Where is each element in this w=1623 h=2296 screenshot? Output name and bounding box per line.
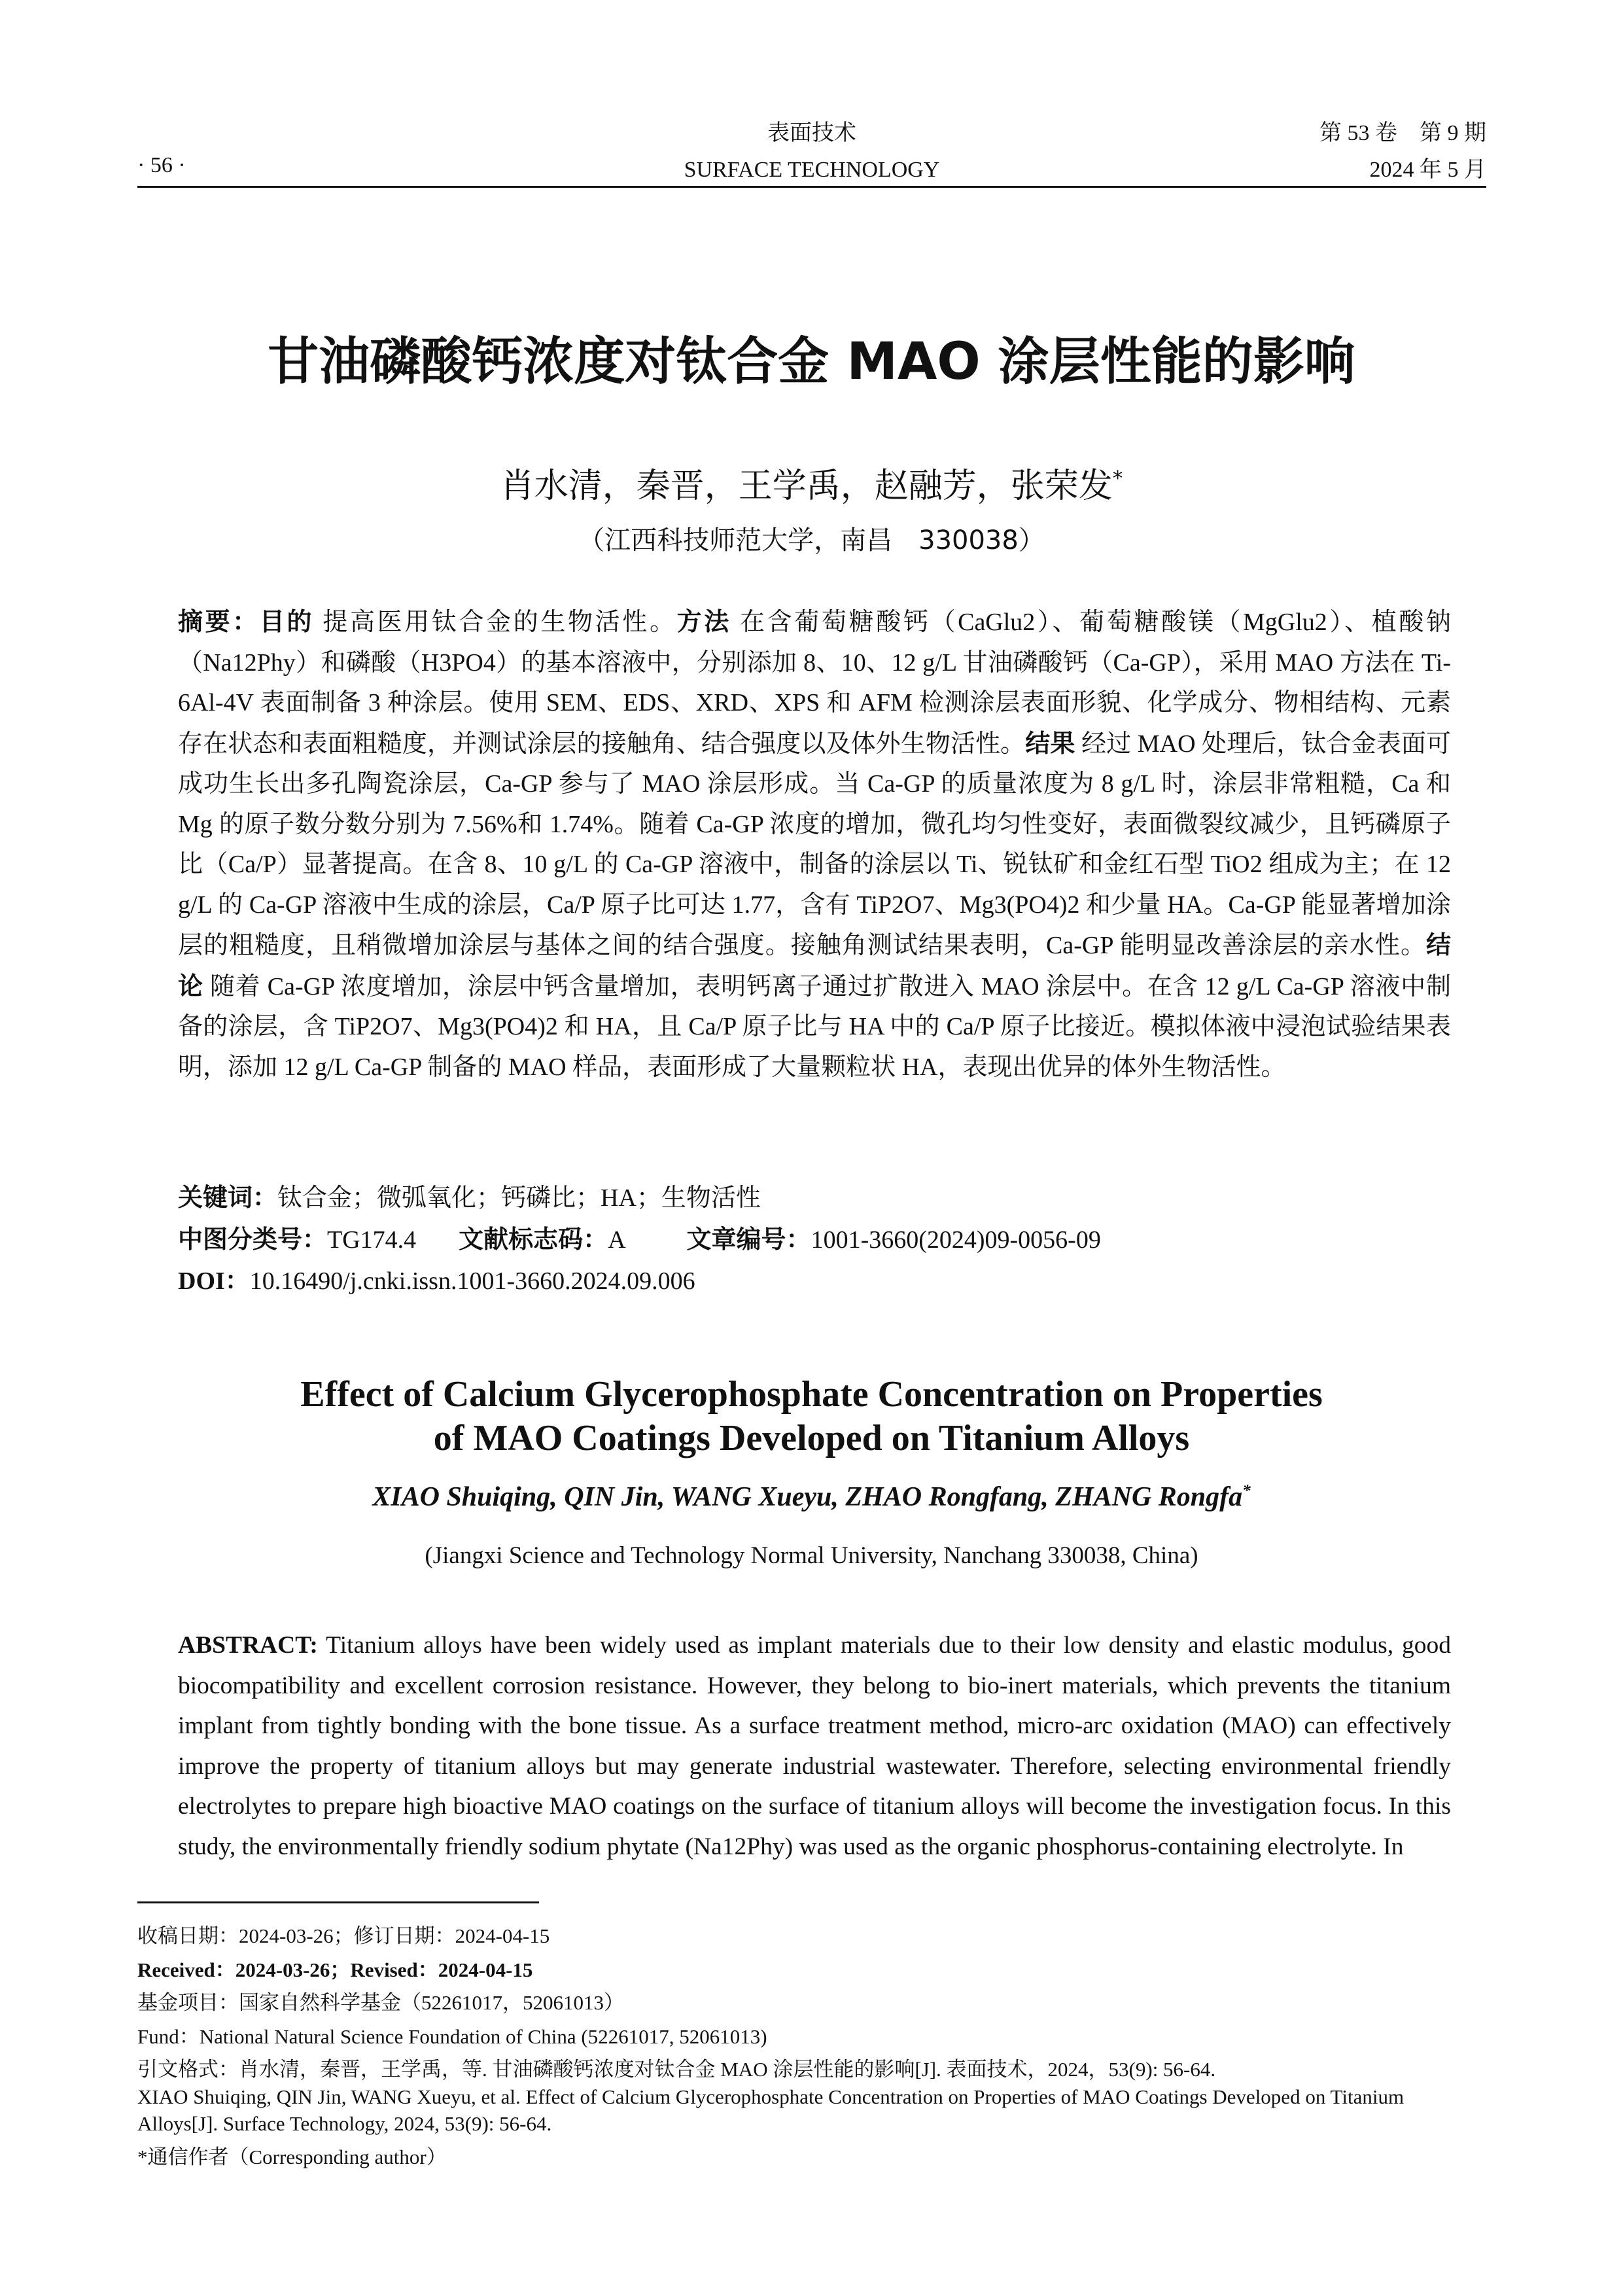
corresponding-mark: * — [1112, 467, 1123, 491]
doi-label: DOI： — [178, 1267, 250, 1295]
page-number: · 56 · — [137, 153, 186, 177]
classification-line — [178, 1220, 1451, 1260]
journal-name-cn: 表面技术 — [767, 121, 856, 145]
corresponding-mark-en: * — [1242, 1482, 1251, 1500]
abstract-cn-label: 摘要： — [178, 607, 260, 636]
method-text: 在含葡萄糖酸钙（CaGlu2）、葡萄糖酸镁（MgGlu2）、植酸钠（Na12Phy）和磷酸（H3PO4）的基本溶液中，分别添加 8、10、12 g/L 甘油磷酸钙（Ca-GP），采用 MAO 方法在 Ti-6Al-4V 表面制备 3 种涂层。使用 SEM、EDS、XRD、XPS 和 AFM 检测涂层表面形貌、化学成分、物相结构、元素存在状态和表面粗糙度，并测试涂层的接触角、结合强度以及体外生物活性。 — [178, 609, 1451, 758]
clc-label: 中图分类号： — [178, 1225, 328, 1254]
received-en: Received：2024-03-26；Revised：2024-04-15 — [137, 1958, 533, 1981]
issue-date: 2024 年 5 月 — [1369, 158, 1486, 182]
title-en-line2: of MAO Coatings Developed on Titanium Alloys — [433, 1418, 1190, 1458]
title-cn: 甘油磷酸钙浓度对钛合金 MAO 涂层性能的影响 — [268, 332, 1355, 391]
conclusion-text: 随着 Ca-GP 浓度增加，涂层中钙含量增加，表明钙离子通过扩散进入 MAO 涂层中。在含 12 g/L Ca-GP 溶液中制备的涂层，含 TiP2O7、Mg3(PO4)2 和 HA，且 Ca/P 原子比与 HA 中的 Ca/P 原子比接近。模拟体液中浸泡试验结果表明，添加 12 g/L Ca-GP 制备的 MAO 样品，表面形成了大量颗粒状 HA，表现出优异的体外生物活性。 — [178, 972, 1451, 1081]
received-cn: 收稿日期：2024-03-26；修订日期：2024-04-15 — [137, 1924, 550, 1947]
affiliation-en: (Jiangxi Science and Technology Normal University, Nanchang 330038, China) — [425, 1542, 1198, 1569]
doc-code-value: A — [608, 1226, 625, 1254]
fund-cn: 基金项目：国家自然科学基金（52261017，52061013） — [137, 1991, 624, 2014]
citation-cn: 引文格式：肖水清，秦晋，王学禹，等. 甘油磷酸钙浓度对钛合金 MAO 涂层性能的影响[J]. 表面技术，2024，53(9): 56-64. — [137, 2058, 1216, 2081]
conclusion-label: 结论 — [178, 930, 1451, 1000]
authors-cn — [0, 458, 1623, 507]
authors-en — [0, 1481, 1623, 1513]
fund-en: Fund：National Natural Science Foundation of China (52261017, 52061013) — [137, 2025, 767, 2048]
keywords-value: 钛合金；微弧氧化；钙磷比；HA；生物活性 — [277, 1184, 761, 1212]
volume-issue: 第 53 卷 第 9 期 — [1319, 121, 1486, 145]
title-en-line1: Effect of Calcium Glycerophosphate Concentration on Properties — [300, 1374, 1323, 1415]
method-label: 方法 — [676, 607, 731, 636]
journal-name — [137, 115, 1486, 188]
objective-text: 提高医用钛合金的生物活性。 — [323, 609, 677, 636]
running-header — [137, 113, 1486, 185]
abstract-cn — [178, 602, 1451, 1087]
header-rule — [137, 186, 1486, 188]
abstract-en-text: Titanium alloys have been widely used as implant materials due to their low density and elastic modulus, good biocompatibility and excellent corrosion resistance. However, they belong to bio-inert materials, which prevents the titanium implant from tightly bonding with the bone tissue. As a surface treatment method, micro-arc oxidation (MAO) can effectively improve the property of titanium alloys but may generate industrial wastewater. Therefore, selecting environmental friendly electrolytes to prepare high bioactive MAO coatings on the surface of titanium alloys will become the investigation focus. In this study, the environmentally friendly sodium phytate (Na12Phy) was used as the organic phosphorus-containing electrolyte. In — [178, 1632, 1451, 1860]
keywords-cn — [178, 1178, 1451, 1218]
abstract-en — [178, 1625, 1451, 1867]
clc-value: TG174.4 — [327, 1226, 417, 1254]
title-en — [0, 1373, 1623, 1460]
results-label: 结果 — [1025, 728, 1075, 758]
doi-line — [178, 1262, 1451, 1301]
affiliation-cn: （江西科技师范大学，南昌 330038） — [578, 525, 1045, 556]
doi-value: 10.16490/j.cnki.issn.1001-3660.2024.09.006 — [249, 1267, 695, 1295]
corresponding-author: *通信作者（Corresponding author） — [137, 2146, 447, 2168]
authors-cn-names: 肖水清，秦晋，王学禹，赵融芳，张荣发 — [500, 467, 1113, 506]
article-number-value: 1001-3660(2024)09-0056-09 — [811, 1226, 1101, 1254]
objective-label: 目的 — [259, 607, 315, 636]
abstract-en-label: ABSTRACT: — [178, 1632, 318, 1659]
keywords-label: 关键词： — [178, 1183, 278, 1212]
article-number-label: 文章编号： — [686, 1225, 811, 1254]
citation-en: XIAO Shuiqing, QIN Jin, WANG Xueyu, et al. Effect of Calcium Glycerophosphate Concentration on Properties of MAO Coatings Developed on Titanium Alloys[J]. Surface Technology, 2024, 53(9): 56-64. — [137, 2085, 1405, 2135]
doc-code-label: 文献标志码： — [459, 1225, 608, 1254]
issue-info — [1319, 115, 1486, 188]
results-text: 经过 MAO 处理后，钛合金表面可成功生长出多孔陶瓷涂层，Ca-GP 参与了 MAO 涂层形成。当 Ca-GP 的质量浓度为 8 g/L 时，涂层非常粗糙，Ca 和 Mg 的原子数分数分别为 7.56%和 1.74%。随着 Ca-GP 浓度的增加，微孔均匀性变好，表面微裂纹减少，且钙磷原子比（Ca/P）显著提高。在含 8、10 g/L 的 Ca-GP 溶液中，制备的涂层以 Ti、锐钛矿和金红石型 TiO2 组成为主；在 12 g/L 的 Ca-GP 溶液中生成的涂层，Ca/P 原子比可达 1.77，含有 TiP2O7、Mg3(PO4)2 和少量 HA。Ca-GP 能显著增加涂层的粗糙度，且稍微增加涂层与基体之间的结合强度。接触角测试结果表明，Ca-GP 能明显改善涂层的亲水性。 — [178, 730, 1451, 959]
footnote-rule — [137, 1901, 539, 1903]
authors-en-names: XIAO Shuiqing, QIN Jin, WANG Xueyu, ZHAO Rongfang, ZHANG Rongfa — [372, 1482, 1243, 1512]
journal-name-en: SURFACE TECHNOLOGY — [684, 158, 940, 182]
